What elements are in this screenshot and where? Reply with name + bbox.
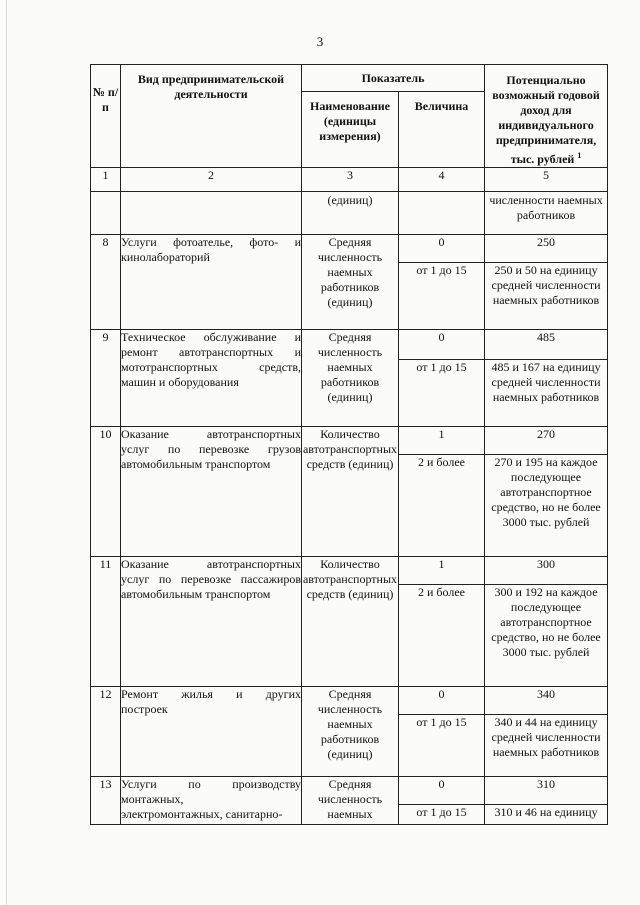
indicator-value: 0	[399, 687, 485, 715]
income-value: 250	[485, 235, 608, 263]
activity-line: Оказание автотранспортных	[121, 427, 301, 441]
col-number-4: 4	[399, 168, 485, 192]
header-num: № п/п	[91, 65, 121, 168]
table-row	[91, 687, 608, 715]
indicator-name: Средняя численность наемных работников (единиц)	[302, 235, 399, 330]
indicator-value: 0	[399, 330, 485, 360]
income-value: 270 и 195 на каждое последующее автотранспортное средство, но не более 3000 тыс. рублей	[485, 455, 608, 557]
indicator-value: 0	[399, 777, 485, 805]
col-number-3: 3	[302, 168, 399, 192]
activity-line: электромонтажных, санитарно-	[121, 807, 283, 821]
income-value: 340	[485, 687, 608, 715]
continued-num	[91, 192, 121, 235]
activity-cell	[121, 235, 302, 330]
income-value: 485	[485, 330, 608, 360]
indicator-value: 0	[399, 235, 485, 263]
indicator-value: от 1 до 15	[399, 263, 485, 330]
header-activity: Вид предпринимательской деятельности	[121, 65, 302, 168]
row-number: 8	[91, 235, 121, 330]
indicator-name: Средняя численность наемных	[302, 777, 399, 825]
income-value: 270	[485, 427, 608, 455]
header-income	[485, 65, 608, 168]
activity-cell	[121, 330, 302, 427]
indicator-value: от 1 до 15	[399, 360, 485, 427]
continued-value	[399, 192, 485, 235]
activity-cell	[121, 427, 302, 557]
row-number: 10	[91, 427, 121, 557]
continued-name: (единиц)	[302, 192, 399, 235]
row-number: 13	[91, 777, 121, 825]
tax-table	[90, 64, 608, 825]
indicator-value: от 1 до 15	[399, 805, 485, 825]
income-value: 310	[485, 777, 608, 805]
header-income-text: Потенциально возможный годовой доход для индивидуального предпринимателя, тыс. рублей	[492, 73, 600, 166]
row-number: 9	[91, 330, 121, 427]
activity-line: услуг по перевозке грузов	[121, 442, 301, 456]
income-value: 250 и 50 на единицу средней численности наемных работников	[485, 263, 608, 330]
activity-line: Услуги фотоателье, фото- и	[121, 235, 301, 249]
table-row	[91, 557, 608, 585]
indicator-name: Количество автотранспортных средств (единиц)	[302, 427, 399, 557]
activity-line: автомобильным транспортом	[121, 587, 271, 601]
income-value: 485 и 167 на единицу средней численности наемных работников	[485, 360, 608, 427]
activity-line: кинолабораторий	[121, 250, 210, 264]
indicator-value: 2 и более	[399, 455, 485, 557]
page-number: 3	[316, 34, 324, 49]
row-number: 11	[91, 557, 121, 687]
activity-line: мототранспортных средств,	[121, 360, 301, 374]
activity-line: услуг по перевозке пассажиров	[121, 572, 301, 586]
continued-income: численности наемных работников	[485, 192, 608, 235]
indicator-name: Средняя численность наемных работников (единиц)	[302, 330, 399, 427]
activity-cell	[121, 687, 302, 777]
continued-activity	[121, 192, 302, 235]
activity-line: Услуги по производству	[121, 777, 301, 791]
table-row	[91, 235, 608, 263]
col-number-5: 5	[485, 168, 608, 192]
activity-line: Ремонт жилья и других	[121, 687, 301, 701]
activity-line: монтажных,	[121, 792, 184, 806]
header-name: Наименование (единицы измерения)	[302, 92, 399, 168]
activity-line: автомобильным транспортом	[121, 457, 271, 471]
indicator-value: 2 и более	[399, 585, 485, 687]
page-edge	[6, 0, 7, 905]
table-row	[91, 777, 608, 805]
activity-line: машин и оборудования	[121, 375, 239, 389]
col-number-2: 2	[121, 168, 302, 192]
income-value: 310 и 46 на единицу	[485, 805, 608, 825]
indicator-name: Количество автотранспортных средств (единиц)	[302, 557, 399, 687]
income-value: 300	[485, 557, 608, 585]
indicator-value: 1	[399, 557, 485, 585]
income-value: 300 и 192 на каждое последующее автотранспортное средство, но не более 3000 тыс. рублей	[485, 585, 608, 687]
income-value: 340 и 44 на единицу средней численности наемных работников	[485, 715, 608, 777]
activity-cell	[121, 777, 302, 825]
activity-line: ремонт автотранспортных и	[121, 345, 301, 359]
activity-line: Техническое обслуживание и	[121, 330, 301, 344]
footnote-mark: 1	[577, 151, 582, 160]
continued-row	[91, 192, 608, 235]
activity-line: Оказание автотранспортных	[121, 557, 301, 571]
activity-line: построек	[121, 702, 168, 716]
header-indicator: Показатель	[302, 65, 485, 92]
indicator-name: Средняя численность наемных работников (единиц)	[302, 687, 399, 777]
activity-cell	[121, 557, 302, 687]
table-row	[91, 427, 608, 455]
column-number-row	[91, 168, 608, 192]
col-number-1: 1	[91, 168, 121, 192]
indicator-value: 1	[399, 427, 485, 455]
row-number: 12	[91, 687, 121, 777]
indicator-value: от 1 до 15	[399, 715, 485, 777]
table-row	[91, 330, 608, 360]
header-value: Величина	[399, 92, 485, 168]
